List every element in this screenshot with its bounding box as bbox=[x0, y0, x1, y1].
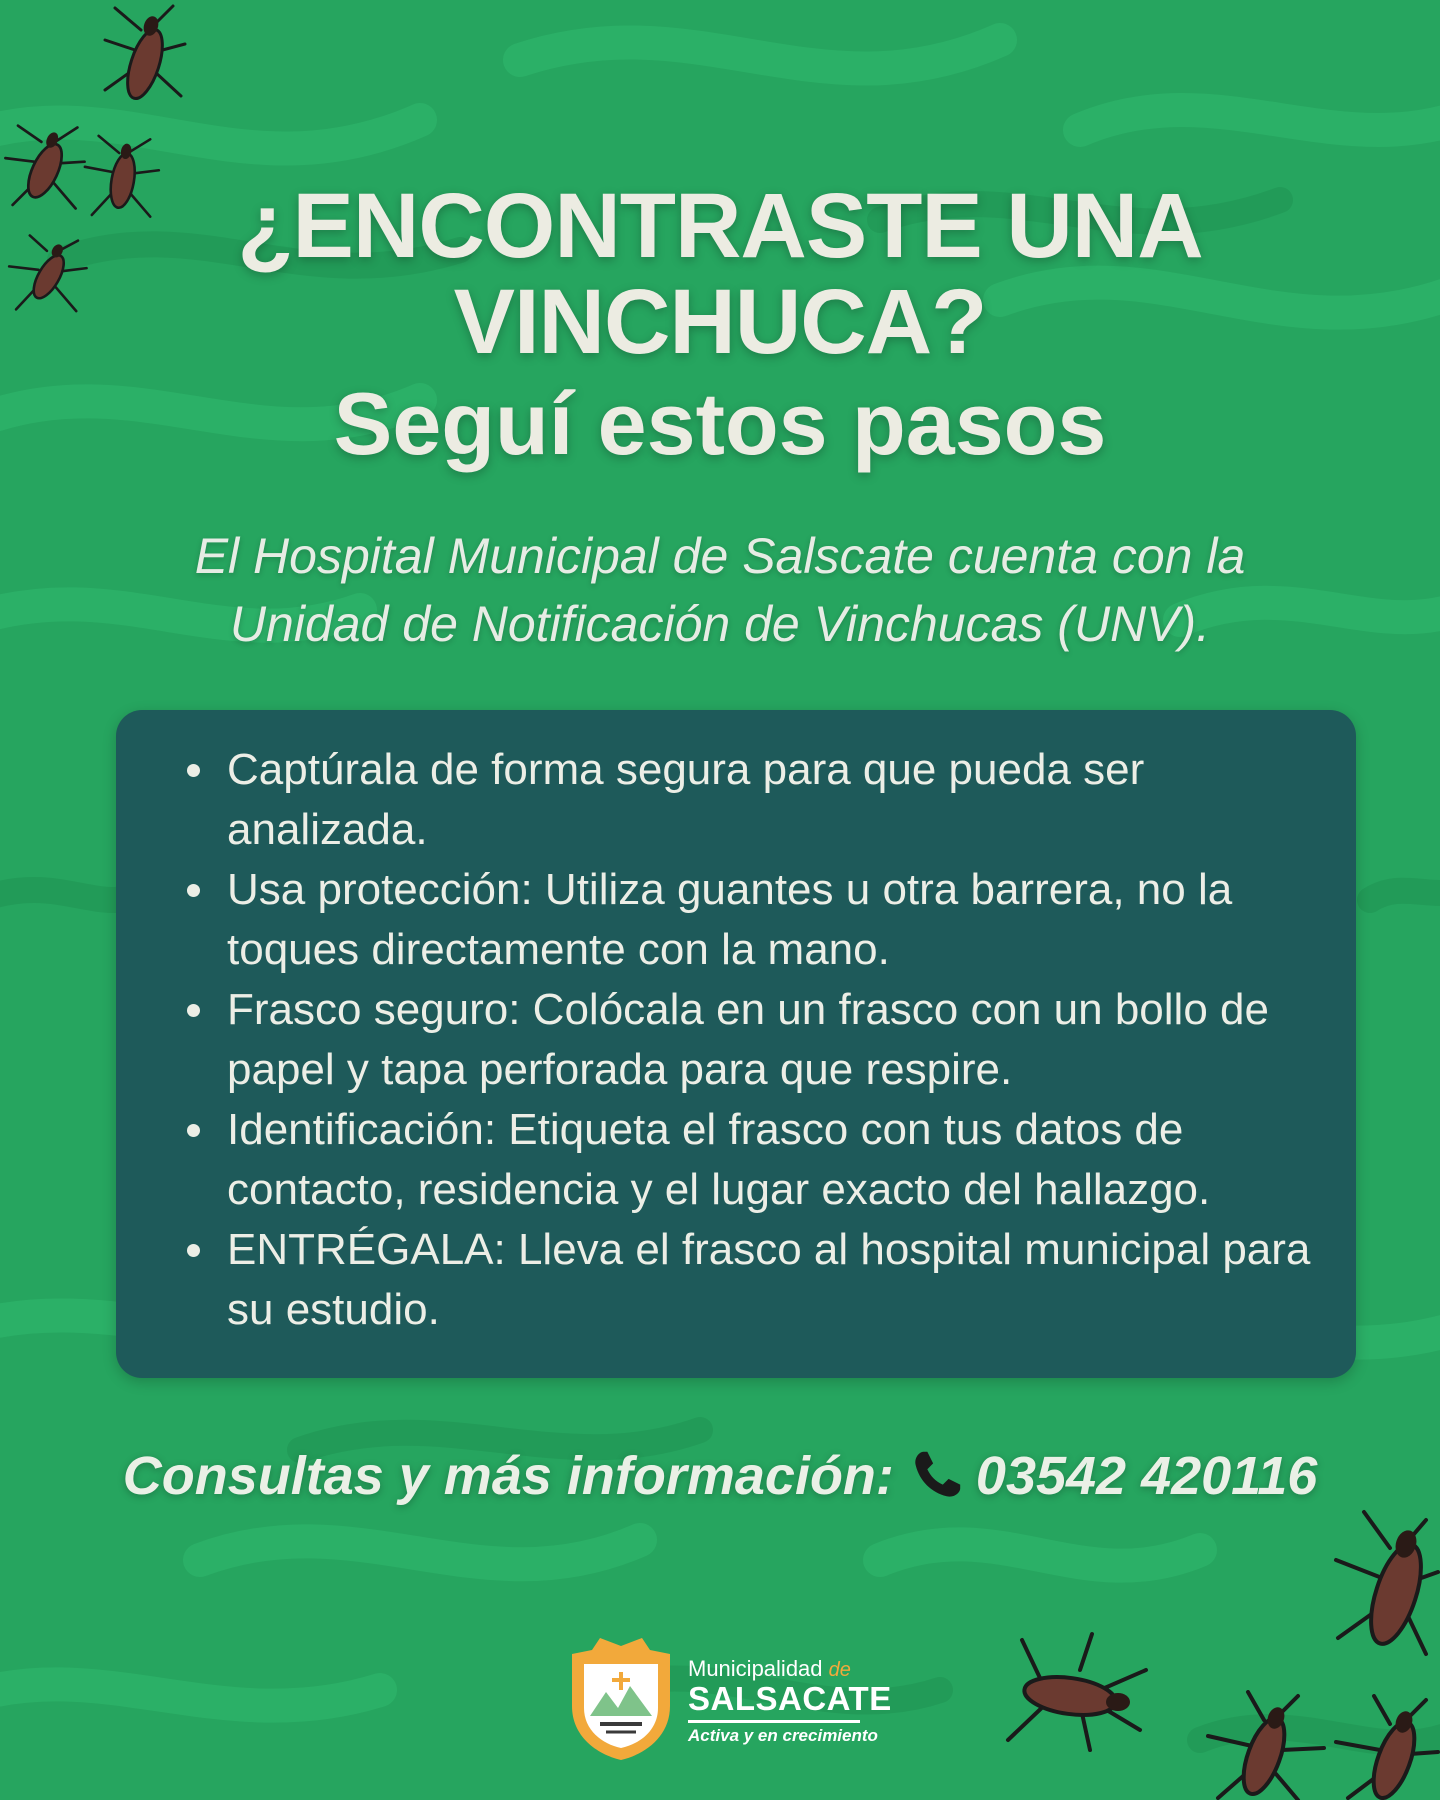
page-title-line2: VINCHUCA? bbox=[453, 271, 987, 373]
contact-line bbox=[0, 1441, 1440, 1511]
page-title-line1: ¿ENCONTRASTE UNA bbox=[237, 175, 1203, 277]
phone-number: 03542 420116 bbox=[975, 1446, 1318, 1506]
step-item: ENTRÉGALA: Lleva el frasco al hospital municipal para su estudio. bbox=[227, 1220, 1316, 1340]
vinchuca-bug-icon bbox=[1330, 1508, 1440, 1658]
logo-slogan: Activa y en crecimiento bbox=[688, 1726, 878, 1745]
logo-divider bbox=[688, 1720, 860, 1723]
municipality-logo bbox=[566, 1636, 892, 1762]
header bbox=[0, 175, 1440, 473]
municipality-shield-icon bbox=[566, 1636, 676, 1762]
step-item: Identificación: Etiqueta el frasco con tus datos de contacto, residencia y el lugar exacto del hallazgo. bbox=[227, 1100, 1316, 1220]
logo-municipalidad-word: Municipalidad bbox=[688, 1656, 823, 1681]
step-item: Captúrala de forma segura para que pueda ser analizada. bbox=[227, 740, 1316, 860]
logo-name: SALSACATE bbox=[688, 1680, 892, 1717]
step-item: Frasco seguro: Colócala en un frasco con un bollo de papel y tapa perforada para que respire. bbox=[227, 980, 1316, 1100]
vinchuca-bug-icon bbox=[1198, 1690, 1328, 1800]
step-item: Usa protección: Utiliza guantes u otra barrera, no la toques directamente con la mano. bbox=[227, 860, 1316, 980]
steps-card bbox=[116, 710, 1356, 1378]
vinchuca-bug-icon bbox=[1000, 1630, 1150, 1760]
intro-text: El Hospital Municipal de Salscate cuenta con la Unidad de Notificación de Vinchucas (UNV). bbox=[194, 528, 1246, 652]
page-subtitle: Seguí estos pasos bbox=[333, 374, 1107, 473]
phone-icon bbox=[908, 1446, 966, 1504]
vinchuca-bug-icon bbox=[88, 0, 198, 120]
logo-de: de bbox=[828, 1659, 851, 1681]
logo-municipalidad bbox=[688, 1656, 851, 1682]
contact-label: Consultas y más información: bbox=[122, 1446, 894, 1506]
vinchuca-bug-icon bbox=[1330, 1694, 1440, 1800]
steps-list bbox=[116, 710, 1356, 1340]
